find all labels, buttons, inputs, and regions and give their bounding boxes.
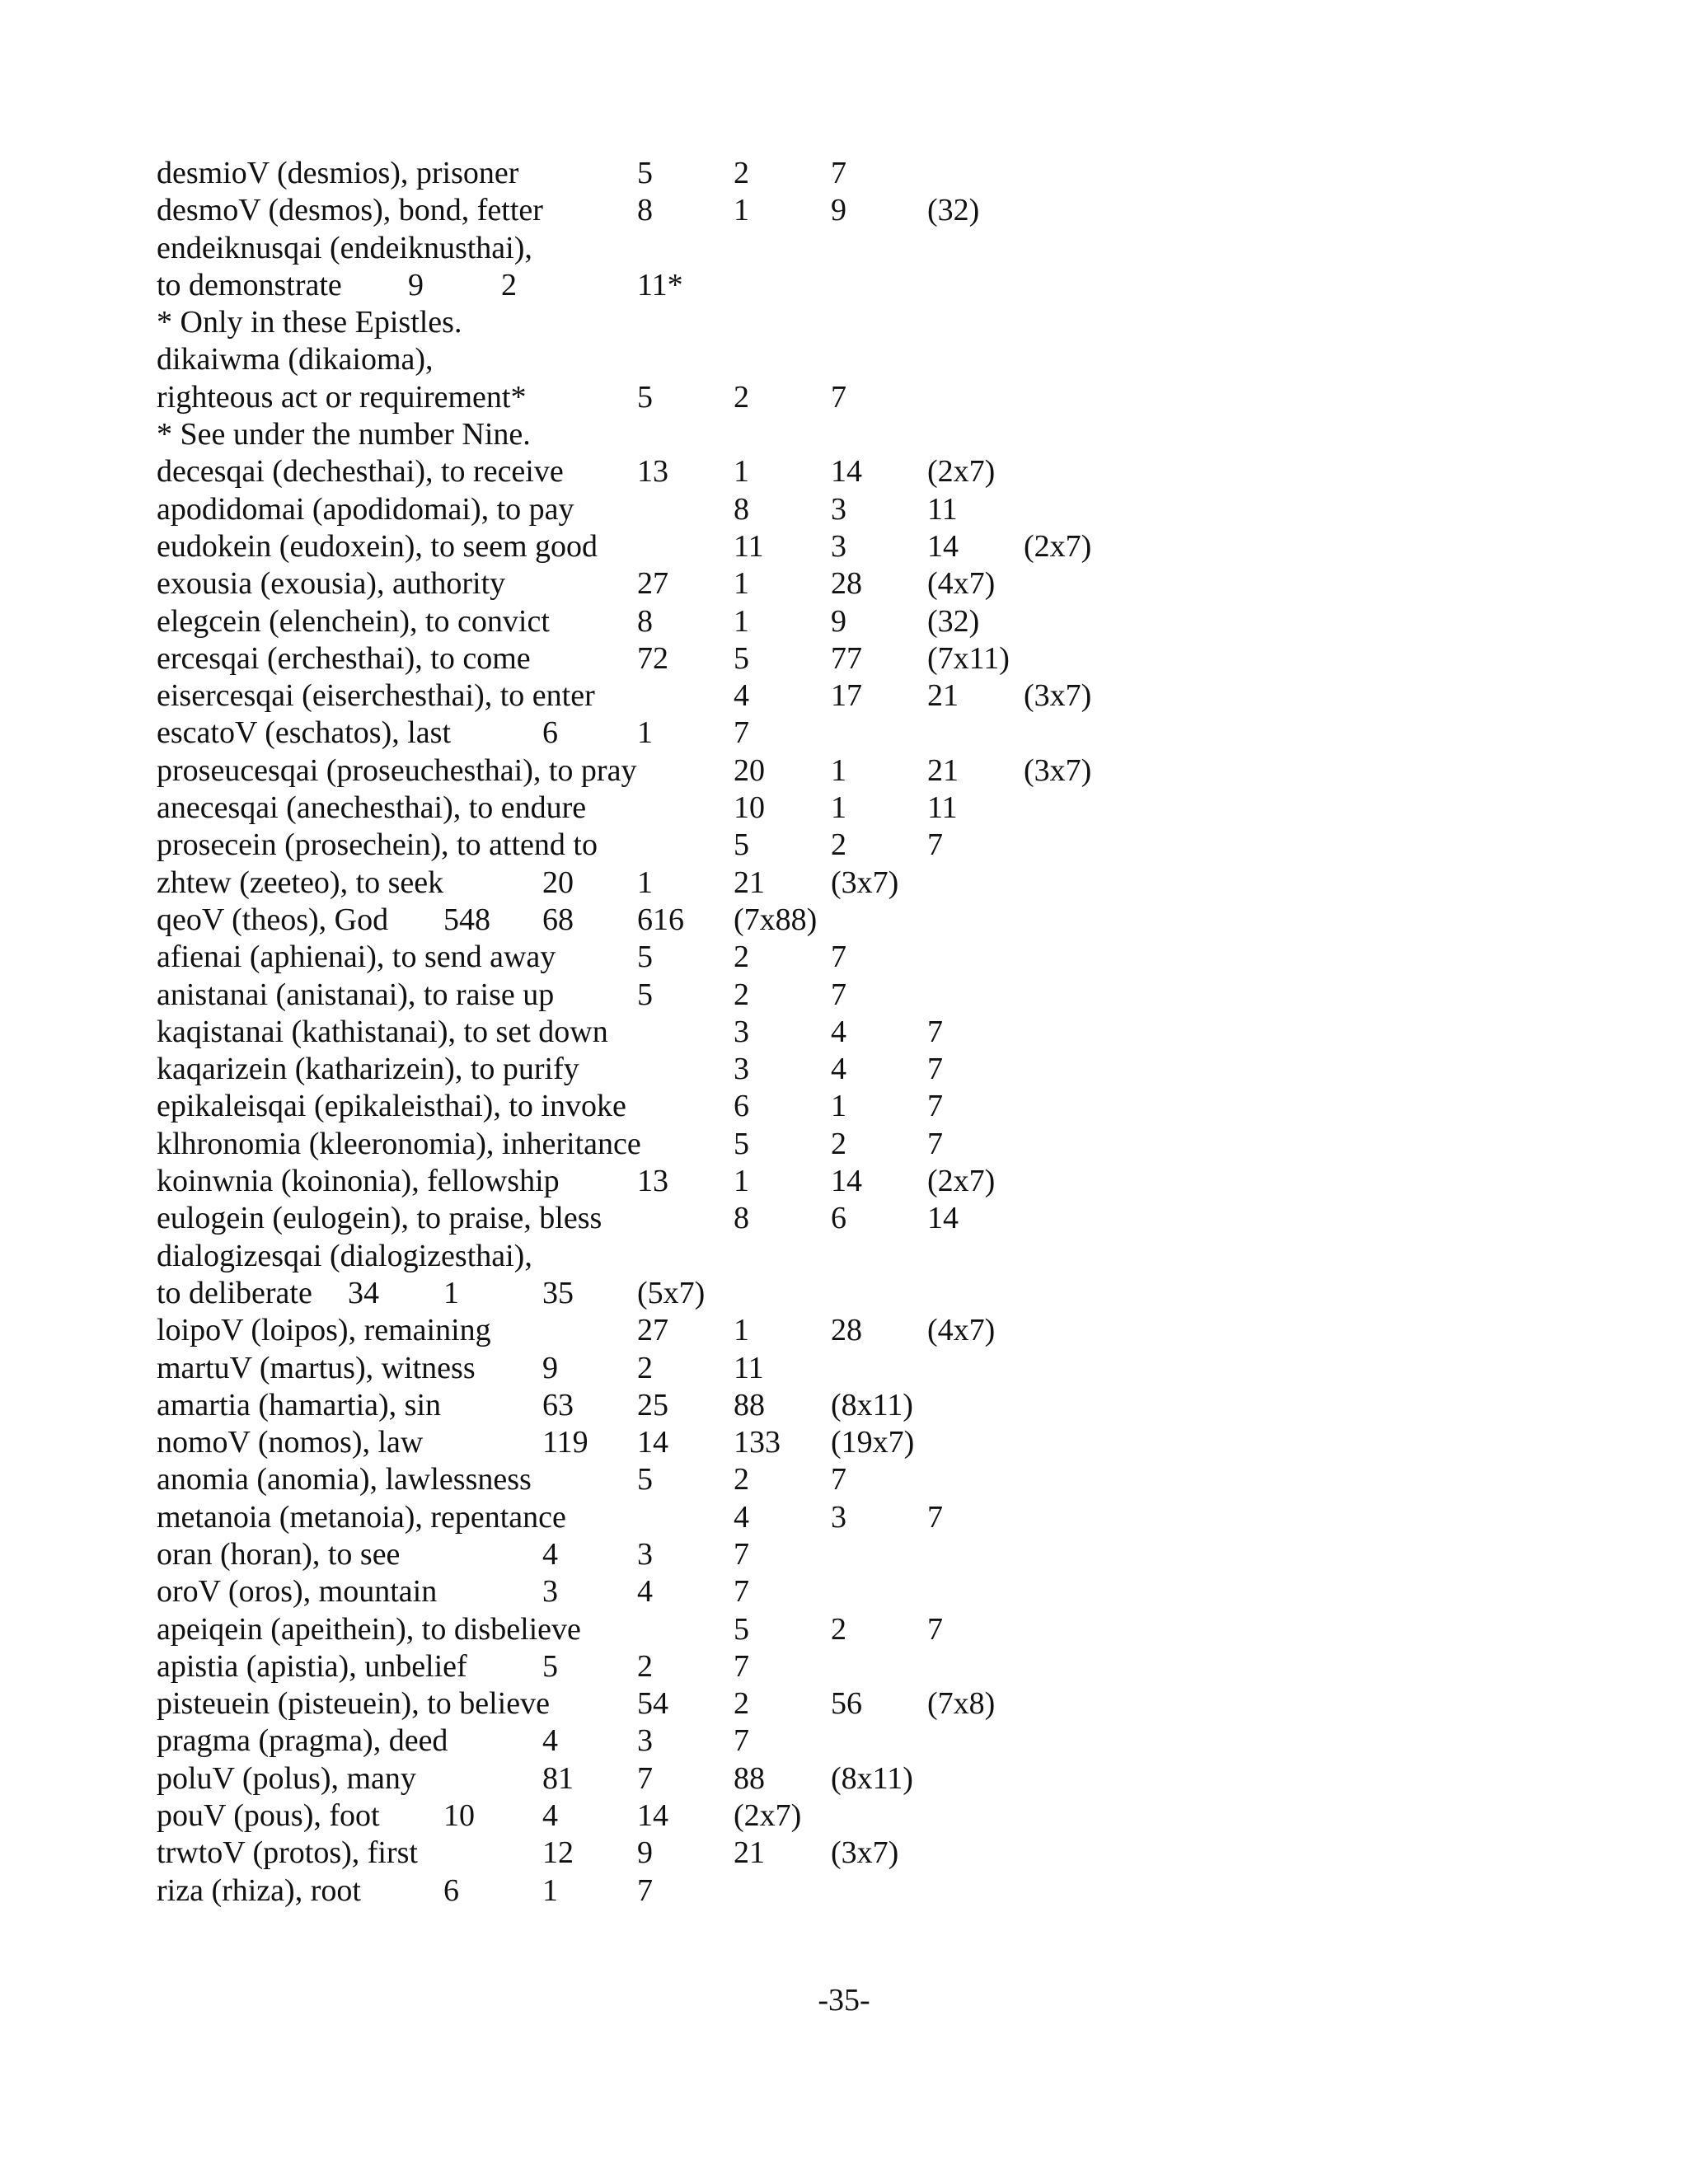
count-total: 14 (927, 528, 959, 564)
count-a: 8 (637, 193, 653, 228)
count-total: 28 (831, 1313, 862, 1348)
count-total: 88 (734, 1387, 765, 1422)
count-a: 5 (542, 1648, 558, 1684)
count-a: 8 (734, 1201, 749, 1236)
entry-term: to deliberate (157, 1275, 312, 1310)
count-total: 7 (927, 827, 943, 863)
count-total: 14 (927, 1201, 959, 1236)
entry-line (157, 304, 1607, 341)
count-total: 35 (542, 1275, 574, 1310)
entry-line (157, 1872, 1607, 1910)
count-total: 7 (927, 1499, 943, 1535)
entry-term: eisercesqai (eiserchesthai), to enter (157, 678, 595, 714)
count-b: 3 (831, 528, 846, 564)
entry-line (157, 416, 1607, 453)
entry-line (157, 1238, 1607, 1275)
count-b: 9 (637, 1835, 653, 1871)
count-total: 7 (927, 1052, 943, 1087)
entry-line (157, 715, 1607, 752)
entry-line (157, 1387, 1607, 1424)
factor-note: (8x11) (831, 1760, 913, 1796)
count-b: 2 (734, 1462, 749, 1497)
count-total: 133 (734, 1425, 781, 1460)
count-b: 2 (637, 1648, 653, 1684)
count-a: 5 (637, 379, 653, 415)
entry-term: anomia (anomia), lawlessness (157, 1462, 532, 1497)
count-b: 2 (734, 1686, 749, 1722)
entry-term: decesqai (dechesthai), to receive (157, 454, 564, 490)
count-total: 7 (927, 1089, 943, 1124)
count-total: 7 (734, 715, 749, 751)
entry-line (157, 341, 1607, 378)
count-a: 9 (542, 1350, 558, 1385)
count-a: 54 (637, 1686, 668, 1722)
entry-term: apeiqein (apeithein), to disbelieve (157, 1611, 581, 1647)
entry-line (157, 1760, 1607, 1797)
entry-term: righteous act or requirement* (157, 379, 527, 415)
count-b: 3 (831, 491, 846, 527)
factor-note: (3x7) (1024, 678, 1092, 714)
entry-line (157, 1014, 1607, 1051)
count-a: 20 (734, 752, 765, 788)
count-b: 1 (734, 566, 749, 602)
entry-line (157, 1312, 1607, 1349)
count-b: 4 (831, 1052, 846, 1087)
count-b: 2 (734, 156, 749, 190)
entry-line (157, 192, 1607, 229)
factor-note: (2x7) (927, 1164, 996, 1199)
count-a: 3 (542, 1574, 558, 1610)
entry-term: trwtoV (protos), first (157, 1835, 418, 1871)
count-a: 63 (542, 1387, 574, 1422)
count-b: 1 (734, 454, 749, 490)
count-a: 5 (734, 827, 749, 863)
count-total: 9 (831, 603, 846, 639)
entry-term: to demonstrate (157, 267, 342, 302)
entry-term: dialogizesqai (dialogizesthai), (157, 1238, 532, 1273)
entry-term: endeiknusqai (endeiknusthai), (157, 230, 532, 265)
entry-line (157, 453, 1607, 490)
count-total: 28 (831, 566, 862, 602)
factor-note: (2x7) (1024, 528, 1092, 564)
entry-term: metanoia (metanoia), repentance (157, 1499, 566, 1535)
count-a: 13 (637, 454, 668, 490)
count-a: 8 (637, 603, 653, 639)
count-a: 8 (734, 491, 749, 527)
count-total: 7 (734, 1648, 749, 1684)
count-b: 2 (734, 977, 749, 1012)
entry-term: apodidomai (apodidomai), to pay (157, 491, 574, 527)
count-total: 7 (734, 1536, 749, 1572)
count-a: 5 (734, 1126, 749, 1161)
count-total: 7 (637, 1872, 653, 1908)
entry-line (157, 1722, 1607, 1760)
count-total: 9 (831, 193, 846, 228)
count-b: 6 (831, 1201, 846, 1236)
count-b: 2 (734, 379, 749, 415)
entry-line (157, 677, 1607, 715)
entry-term: desmoV (desmos), bond, fetter (157, 193, 543, 228)
entry-term: oroV (oros), mountain (157, 1574, 438, 1610)
count-b: 2 (501, 267, 517, 302)
count-a: 4 (542, 1723, 558, 1759)
count-b: 1 (734, 1313, 749, 1348)
factor-note: (3x7) (831, 1835, 899, 1871)
entry-line (157, 865, 1607, 902)
entry-term: pisteuein (pisteuein), to believe (157, 1686, 550, 1722)
factor-note: (19x7) (831, 1425, 915, 1460)
entry-line (157, 1051, 1607, 1088)
count-total: 21 (734, 865, 765, 900)
count-total: 14 (637, 1798, 668, 1834)
entry-line (157, 827, 1607, 864)
entry-term: nomoV (nomos), law (157, 1425, 424, 1460)
count-a: 3 (734, 1014, 749, 1049)
factor-note: (32) (927, 603, 980, 639)
factor-note: (3x7) (831, 865, 899, 900)
count-total: 56 (831, 1686, 862, 1722)
count-total: 7 (927, 1126, 943, 1161)
entry-term: pouV (pous), foot (157, 1798, 380, 1834)
count-total: 11 (734, 1350, 764, 1385)
entry-line (157, 977, 1607, 1014)
entry-term: amartia (hamartia), sin (157, 1387, 442, 1422)
entry-term: anistanai (anistanai), to raise up (157, 977, 555, 1012)
count-total: 7 (927, 1014, 943, 1049)
word-count-list (157, 155, 1607, 1910)
count-a: 6 (734, 1089, 749, 1124)
entry-term: proseucesqai (proseuchesthai), to pray (157, 752, 637, 788)
entry-line (157, 603, 1607, 640)
count-b: 1 (734, 603, 749, 639)
count-a: 6 (443, 1872, 459, 1908)
entry-line (157, 640, 1607, 677)
factor-note: (32) (927, 193, 980, 228)
count-total: 7 (831, 1462, 846, 1497)
count-b: 1 (831, 790, 846, 826)
factor-note: (2x7) (927, 454, 996, 490)
entry-term: desmioV (desmios), prisoner (157, 156, 519, 190)
count-b: 4 (637, 1574, 653, 1610)
count-a: 6 (542, 715, 558, 751)
count-a: 4 (734, 678, 749, 714)
count-total: 88 (734, 1760, 765, 1796)
count-b: 5 (734, 640, 749, 676)
entry-line (157, 230, 1607, 267)
count-total: 21 (927, 752, 959, 788)
count-a: 27 (637, 1313, 668, 1348)
count-a: 119 (542, 1425, 588, 1460)
entry-line (157, 1536, 1607, 1573)
entry-line (157, 379, 1607, 416)
entry-line (157, 1163, 1607, 1200)
entry-line (157, 752, 1607, 790)
count-b: 4 (542, 1798, 558, 1834)
factor-note: (8x11) (831, 1387, 913, 1422)
entry-term: elegcein (elenchein), to convict (157, 603, 550, 639)
count-b: 2 (831, 1126, 846, 1161)
entry-term: zhtew (zeeteo), to seek (157, 865, 444, 900)
factor-note: (7x88) (734, 902, 818, 937)
factor-note: (7x8) (927, 1686, 996, 1722)
entry-term: anecesqai (anechesthai), to endure (157, 790, 587, 826)
entry-term: eulogein (eulogein), to praise, bless (157, 1201, 603, 1236)
count-a: 5 (637, 1462, 653, 1497)
entry-line (157, 790, 1607, 827)
count-total: 616 (637, 902, 684, 937)
entry-term: martuV (martus), witness (157, 1350, 476, 1385)
entry-line (157, 939, 1607, 976)
count-total: 77 (831, 640, 862, 676)
count-a: 3 (734, 1052, 749, 1087)
count-a: 11 (734, 528, 764, 564)
entry-term: klhronomia (kleeronomia), inheritance (157, 1126, 641, 1161)
count-b: 1 (734, 1164, 749, 1199)
count-b: 68 (542, 902, 574, 937)
entry-term: qeoV (theos), God (157, 902, 389, 937)
entry-line (157, 1685, 1607, 1722)
count-total: 21 (734, 1835, 765, 1871)
entry-line (157, 1424, 1607, 1461)
count-a: 5 (637, 940, 653, 975)
count-b: 1 (831, 1089, 846, 1124)
entry-line (157, 267, 1607, 304)
count-b: 4 (831, 1014, 846, 1049)
count-total: 7 (734, 1723, 749, 1759)
count-total: 7 (831, 379, 846, 415)
count-total: 11* (637, 267, 683, 302)
entry-line (157, 1797, 1607, 1835)
count-total: 7 (831, 156, 846, 190)
count-total: 11 (927, 491, 958, 527)
factor-note: (4x7) (927, 1313, 996, 1348)
factor-note: (3x7) (1024, 752, 1092, 788)
entry-term: * See under the number Nine. (157, 417, 531, 452)
entry-term: loipoV (loipos), remaining (157, 1313, 491, 1348)
entry-term: prosecein (prosechein), to attend to (157, 827, 598, 863)
count-a: 548 (443, 902, 490, 937)
count-b: 17 (831, 678, 862, 714)
entry-term: pragma (pragma), deed (157, 1723, 448, 1759)
count-a: 9 (408, 267, 424, 302)
count-a: 12 (542, 1835, 574, 1871)
count-a: 5 (637, 156, 653, 190)
count-total: 7 (831, 977, 846, 1012)
entry-line (157, 902, 1607, 939)
factor-note: (4x7) (927, 566, 996, 602)
entry-line (157, 1126, 1607, 1163)
count-total: 7 (831, 940, 846, 975)
entry-line (157, 1835, 1607, 1872)
entry-term: riza (rhiza), root (157, 1872, 361, 1908)
count-a: 72 (637, 640, 668, 676)
entry-term: eudokein (eudoxein), to seem good (157, 528, 598, 564)
entry-line (157, 1611, 1607, 1648)
page-number: -35- (818, 1983, 870, 2018)
entry-line (157, 1573, 1607, 1610)
count-a: 10 (734, 790, 765, 826)
entry-line (157, 1499, 1607, 1536)
count-a: 4 (734, 1499, 749, 1535)
entry-line (157, 528, 1607, 565)
count-a: 10 (443, 1798, 475, 1834)
count-total: 21 (927, 678, 959, 714)
count-a: 81 (542, 1760, 574, 1796)
entry-line (157, 491, 1607, 528)
entry-term: poluV (polus), many (157, 1760, 416, 1796)
entry-term: ercesqai (erchesthai), to come (157, 640, 531, 676)
entry-line (157, 1350, 1607, 1387)
count-b: 1 (542, 1872, 558, 1908)
entry-term: afienai (aphienai), to send away (157, 940, 556, 975)
count-a: 13 (637, 1164, 668, 1199)
count-a: 5 (637, 977, 653, 1012)
entry-term: apistia (apistia), unbelief (157, 1648, 467, 1684)
count-b: 2 (831, 827, 846, 863)
factor-note: (5x7) (637, 1275, 706, 1310)
entry-line (157, 1088, 1607, 1125)
entry-line (157, 1200, 1607, 1237)
count-a: 27 (637, 566, 668, 602)
entry-term: koinwnia (koinonia), fellowship (157, 1164, 560, 1199)
entry-term: dikaiwma (dikaioma), (157, 342, 434, 377)
count-b: 14 (637, 1425, 668, 1460)
count-b: 25 (637, 1387, 668, 1422)
count-total: 14 (831, 1164, 862, 1199)
count-b: 2 (831, 1611, 846, 1647)
entry-term: escatoV (eschatos), last (157, 715, 452, 751)
factor-note: (2x7) (734, 1798, 802, 1834)
entry-line (157, 565, 1607, 602)
count-b: 1 (637, 715, 653, 751)
count-total: 11 (927, 790, 958, 826)
count-a: 20 (542, 865, 574, 900)
entry-line (157, 1648, 1607, 1685)
entry-line (157, 155, 1607, 192)
count-b: 1 (443, 1275, 459, 1310)
count-b: 7 (637, 1760, 653, 1796)
entry-term: kaqarizein (katharizein), to purify (157, 1052, 579, 1087)
entry-line (157, 1461, 1607, 1498)
count-total: 7 (927, 1611, 943, 1647)
entry-term: oran (horan), to see (157, 1536, 401, 1572)
count-total: 7 (734, 1574, 749, 1610)
count-a: 34 (348, 1275, 379, 1310)
count-a: 4 (542, 1536, 558, 1572)
count-b: 3 (637, 1536, 653, 1572)
entry-term: * Only in these Epistles. (157, 305, 462, 340)
count-total: 14 (831, 454, 862, 490)
count-b: 3 (637, 1723, 653, 1759)
count-b: 1 (734, 193, 749, 228)
entry-term: epikaleisqai (epikaleisthai), to invoke (157, 1089, 626, 1124)
entry-term: kaqistanai (kathistanai), to set down (157, 1014, 608, 1049)
count-a: 5 (734, 1611, 749, 1647)
count-b: 3 (831, 1499, 846, 1535)
count-b: 1 (637, 865, 653, 900)
entry-term: exousia (exousia), authority (157, 566, 506, 602)
count-b: 1 (831, 752, 846, 788)
count-b: 2 (734, 940, 749, 975)
factor-note: (7x11) (927, 640, 1010, 676)
entry-line (157, 1275, 1607, 1312)
count-b: 2 (637, 1350, 653, 1385)
